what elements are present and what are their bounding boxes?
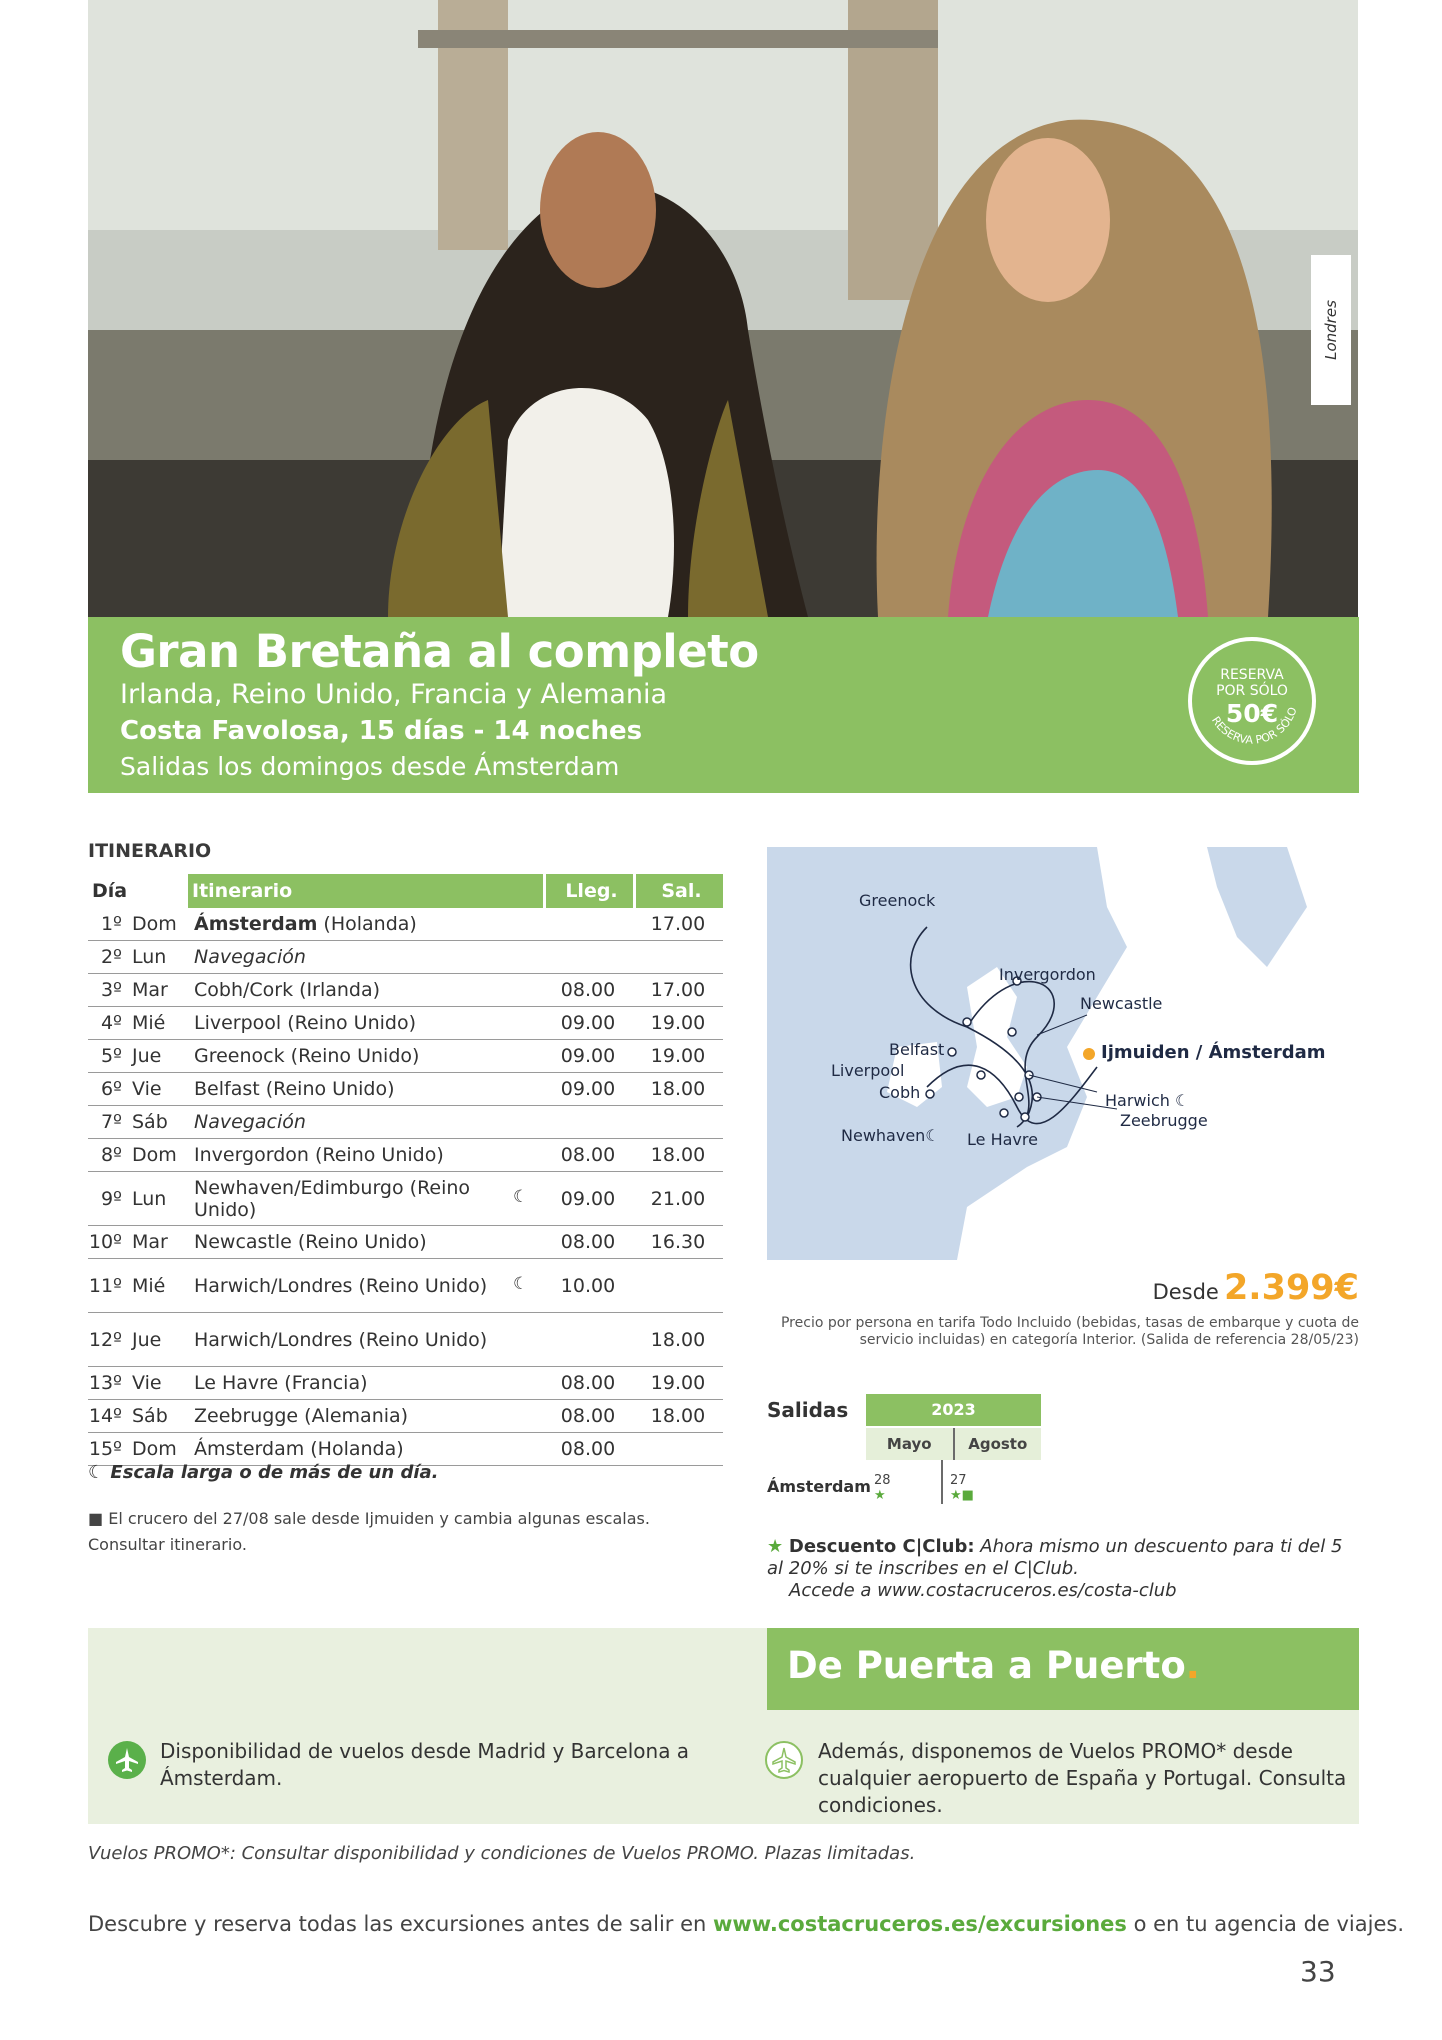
day-cell: [88, 1405, 188, 1427]
itinerary-cell: [188, 1372, 543, 1394]
port-name: Zeebrugge (Alemania): [194, 1405, 409, 1427]
day-number: 7º: [100, 1111, 122, 1133]
itinerary-cell: [188, 1144, 543, 1166]
svg-text:RESERVA POR SÓLO: [1209, 705, 1300, 747]
price-value: 2.399€: [1223, 1268, 1359, 1308]
itinerary-cell: [188, 1231, 543, 1253]
badge-curve-text: RESERVA POR SÓLO: [1208, 705, 1300, 747]
port-name: Greenock (Reino Unido): [194, 1045, 420, 1067]
departure-cell: 17.00: [650, 979, 706, 1001]
departures-divider: [941, 1460, 943, 1504]
footer-text: [88, 1912, 1405, 1936]
day-cell: [88, 913, 188, 935]
departure-cell: 18.00: [650, 1144, 706, 1166]
moon-icon: ☾: [925, 1126, 940, 1145]
itinerary-cell: [188, 946, 543, 968]
cclub-discount: [767, 1536, 1359, 1602]
header-day: Día: [92, 880, 128, 902]
itinerary-cell: [188, 1012, 543, 1034]
day-cell: [88, 1144, 188, 1166]
itinerary-cell: [188, 913, 543, 935]
map-label-liverpool: Liverpool: [831, 1061, 905, 1080]
footer-before: Descubre y reserva todas las excursiones antes de salir en: [88, 1912, 713, 1936]
cclub-body: Ahora mismo un descuento para ti del 5 al 20% si te inscribes en el C|Club.: [767, 1536, 1343, 1579]
departure-cell: 16.30: [650, 1231, 706, 1253]
day-name: Vie: [132, 1078, 162, 1100]
badge-line2: POR SÓLO: [1216, 683, 1288, 699]
port-name: Liverpool (Reino Unido): [194, 1012, 416, 1034]
day-number: 4º: [100, 1012, 122, 1034]
departures-label: Salidas: [767, 1398, 849, 1422]
month-august: Agosto: [953, 1428, 1042, 1460]
map-label-invergordon: Invergordon: [999, 965, 1096, 984]
arrival-cell: 08.00: [560, 1438, 616, 1460]
itinerary-table: [88, 874, 723, 1466]
port-name: Harwich/Londres (Reino Unido): [194, 1328, 488, 1351]
itinerary-cell: [188, 1078, 543, 1100]
date-marks: ★■: [950, 1488, 974, 1503]
day-number: 3º: [100, 979, 122, 1001]
day-number: 9º: [100, 1187, 122, 1210]
departure-cell: 18.00: [650, 1328, 706, 1351]
map-label-lehavre: Le Havre: [967, 1130, 1038, 1149]
departure-cell: 19.00: [650, 1372, 706, 1394]
departures-months: [866, 1428, 1041, 1460]
badge-price: 50€: [1225, 699, 1279, 728]
port-name: Cobh/Cork (Irlanda): [194, 979, 381, 1001]
itinerary-cell: [188, 1111, 543, 1133]
arrival-cell: 08.00: [560, 1405, 616, 1427]
itinerary-cell: [188, 979, 543, 1001]
port-name: Belfast (Reino Unido): [194, 1078, 395, 1100]
excursions-link[interactable]: www.costacruceros.es/excursiones: [713, 1912, 1127, 1936]
header-arrival: Lleg.: [543, 874, 633, 908]
ship-line: Costa Favolosa, 15 días - 14 noches: [120, 716, 643, 746]
day-number: 10º: [88, 1231, 122, 1253]
day-name: Jue: [132, 1328, 162, 1351]
map-label-newhaven: [841, 1126, 940, 1145]
departure-cell: 19.00: [650, 1045, 706, 1067]
departure-cell: 18.00: [650, 1405, 706, 1427]
itinerary-row: [88, 1259, 723, 1313]
flights-madrid-barcelona: Disponibilidad de vuelos desde Madrid y Barcelona a Ámsterdam.: [160, 1739, 690, 1790]
day-number: 1º: [100, 913, 122, 935]
month-may: Mayo: [886, 1435, 932, 1453]
title-banner: [88, 617, 1359, 793]
day-number: 14º: [88, 1405, 122, 1427]
arrival-cell: 08.00: [560, 1231, 616, 1253]
date-day: 28: [874, 1473, 891, 1488]
door-to-port-title-text: De Puerta a Puerto: [787, 1644, 1186, 1687]
day-name: Lun: [132, 1187, 167, 1210]
departures-year: 2023: [866, 1394, 1041, 1426]
day-cell: [88, 979, 188, 1001]
map-label-harwich-text: Harwich: [1105, 1091, 1170, 1110]
itinerary-cell: [188, 1438, 543, 1460]
arrival-cell: 09.00: [560, 1012, 616, 1034]
itinerary-row: [88, 1106, 723, 1139]
promo-note: Vuelos PROMO*: Consultar disponibilidad y condiciones de Vuelos PROMO. Plazas limitadas.: [88, 1843, 916, 1864]
day-cell: [88, 946, 188, 968]
day-cell: [88, 1188, 188, 1210]
departure-date-may: [874, 1473, 891, 1503]
arrival-cell: 09.00: [560, 1045, 616, 1067]
port-name: Newhaven/Edimburgo (Reino Unido): [194, 1176, 471, 1221]
itinerary-row: [88, 1007, 723, 1040]
departure-cell: 18.00: [650, 1078, 706, 1100]
arrival-cell: 09.00: [560, 1078, 616, 1100]
badge-curved-text: [1192, 641, 1312, 761]
port-name: Ámsterdam (Holanda): [194, 1438, 404, 1460]
itinerary-row: [88, 1073, 723, 1106]
departures-city: Ámsterdam: [767, 1477, 871, 1496]
cruise-note: [88, 1506, 708, 1558]
map-label-newhaven-text: Newhaven: [841, 1126, 926, 1145]
itinerary-row: [88, 1040, 723, 1073]
date-day: 27: [950, 1473, 967, 1488]
map-label-greenock: Greenock: [859, 891, 936, 910]
day-number: 8º: [100, 1144, 122, 1166]
itinerary-row: [88, 908, 723, 941]
day-number: 2º: [100, 946, 122, 968]
star-icon: ★: [767, 1536, 784, 1557]
airplane-icon: [108, 1741, 146, 1779]
departure-cell: 19.00: [650, 1012, 706, 1034]
port-country: (Holanda): [317, 913, 417, 935]
moon-note: [88, 1462, 439, 1483]
port-name: Harwich/Londres (Reino Unido): [194, 1274, 488, 1297]
departure-date-august: [950, 1473, 974, 1503]
moon-icon: ☾: [513, 1273, 529, 1294]
port-name: Le Havre (Francia): [194, 1372, 368, 1394]
arrival-cell: 10.00: [560, 1274, 616, 1297]
price-block: [767, 1268, 1359, 1308]
cruise-note-text: El crucero del 27/08 sale desde Ijmuiden y cambia algunas escalas. Consultar itinerario.: [88, 1509, 650, 1554]
day-name: Sáb: [132, 1111, 168, 1133]
map-label-belfast: Belfast: [889, 1040, 945, 1059]
moon-note-text: Escala larga o de más de un día.: [110, 1462, 439, 1483]
header-departure: Sal.: [633, 874, 723, 908]
day-cell: [88, 1078, 188, 1100]
day-number: 12º: [88, 1328, 122, 1351]
door-to-port-title: [787, 1644, 1200, 1687]
itinerary-row: [88, 1139, 723, 1172]
price-note: Precio por persona en tarifa Todo Incluido (bebidas, tasas de embarque y cuota de servicio incluidas) en categoría Interior. (Salida de referencia 28/05/23): [780, 1315, 1359, 1348]
day-name: Dom: [132, 1438, 177, 1460]
flights-promo: Además, disponemos de Vuelos PROMO* desde cualquier aeropuerto de España y Portugal. Consulta condiciones.: [818, 1739, 1347, 1817]
day-name: Mar: [132, 979, 168, 1001]
route-map: [767, 847, 1359, 1260]
itinerary-row: [88, 1313, 723, 1367]
departure-cell: 21.00: [650, 1187, 706, 1210]
page-title: Gran Bretaña al completo: [120, 625, 759, 678]
map-label-cobh: Cobh: [879, 1083, 921, 1102]
itinerary-row: [88, 941, 723, 974]
itinerary-row: [88, 1367, 723, 1400]
arrival-cell: 08.00: [560, 1372, 616, 1394]
day-name: Mar: [132, 1231, 168, 1253]
day-cell: [88, 1372, 188, 1394]
day-name: Dom: [132, 1144, 177, 1166]
day-number: 13º: [88, 1372, 122, 1394]
door-to-port-dot: .: [1185, 1644, 1200, 1687]
itinerary-row: [88, 1172, 723, 1226]
day-number: 6º: [100, 1078, 122, 1100]
moon-icon: ☾: [1174, 1091, 1190, 1110]
itinerary-row: [88, 1400, 723, 1433]
itinerary-cell: [188, 1405, 543, 1427]
photo-caption: [1311, 255, 1351, 405]
itinerary-header-row: [88, 874, 723, 908]
itinerary-cell: [188, 1329, 488, 1351]
footer-after: o en tu agencia de viajes.: [1126, 1912, 1405, 1936]
itinerary-heading: ITINERARIO: [88, 840, 212, 862]
header-itinerary: Itinerario: [188, 874, 543, 908]
port-name: Navegación: [194, 1111, 306, 1133]
day-name: Vie: [132, 1372, 162, 1394]
day-cell: [88, 1012, 188, 1034]
subtitle: Irlanda, Reino Unido, Francia y Alemania: [120, 679, 668, 710]
day-number: 11º: [88, 1274, 122, 1297]
reserve-badge: [1188, 637, 1316, 765]
itinerary-rows: [88, 908, 723, 1466]
badge-line1: RESERVA: [1220, 667, 1284, 683]
itinerary-row: [88, 1226, 723, 1259]
day-cell: [88, 1231, 188, 1253]
square-icon: ■: [88, 1509, 104, 1528]
itinerary-row: [88, 974, 723, 1007]
day-cell: [88, 1275, 188, 1297]
day-name: Mié: [132, 1012, 166, 1034]
day-cell: [88, 1045, 188, 1067]
port-name-bold: Ámsterdam: [194, 913, 318, 935]
port-name: Newcastle (Reino Unido): [194, 1231, 427, 1253]
itinerary-cell: [188, 1177, 488, 1221]
day-name: Jue: [132, 1045, 162, 1067]
day-cell: [88, 1111, 188, 1133]
arrival-cell: 08.00: [560, 1144, 616, 1166]
itinerary-cell: [188, 1045, 543, 1067]
day-name: Dom: [132, 913, 177, 935]
hero-photo: [88, 0, 1358, 617]
cclub-link[interactable]: Accede a www.costacruceros.es/costa-club: [789, 1580, 1177, 1601]
day-name: Sáb: [132, 1405, 168, 1427]
moon-icon: ☾: [513, 1186, 529, 1207]
itinerary-cell: [188, 1275, 488, 1297]
day-cell: [88, 1438, 188, 1460]
departure-cell: 17.00: [650, 913, 706, 935]
map-label-ijmuiden: Ijmuiden / Ámsterdam: [1101, 1042, 1326, 1063]
day-name: Lun: [132, 946, 167, 968]
arrival-cell: 08.00: [560, 979, 616, 1001]
map-label-newcastle: Newcastle: [1080, 994, 1163, 1013]
day-number: 5º: [100, 1045, 122, 1067]
map-label-harwich: [1105, 1091, 1189, 1110]
map-label-zeebrugge: Zeebrugge: [1120, 1111, 1208, 1130]
port-name: Navegación: [194, 946, 306, 968]
day-cell: [88, 1329, 188, 1351]
arrival-cell: 09.00: [560, 1187, 616, 1210]
photo-caption-text: Londres: [1322, 300, 1340, 360]
cclub-label: Descuento C|Club:: [788, 1536, 975, 1557]
date-marks: ★: [874, 1488, 886, 1503]
airplane-outline-icon: [765, 1741, 803, 1779]
moon-icon: ☾: [88, 1462, 105, 1483]
day-number: 15º: [88, 1438, 122, 1460]
hero-illustration: [88, 0, 1358, 617]
departures-line: Salidas los domingos desde Ámsterdam: [120, 752, 620, 781]
door-to-port-header: [767, 1628, 1359, 1710]
port-name: Invergordon (Reino Unido): [194, 1144, 444, 1166]
page-number: 33: [1300, 1955, 1336, 1988]
day-name: Mié: [132, 1274, 166, 1297]
price-from-label: Desde: [1152, 1280, 1219, 1304]
